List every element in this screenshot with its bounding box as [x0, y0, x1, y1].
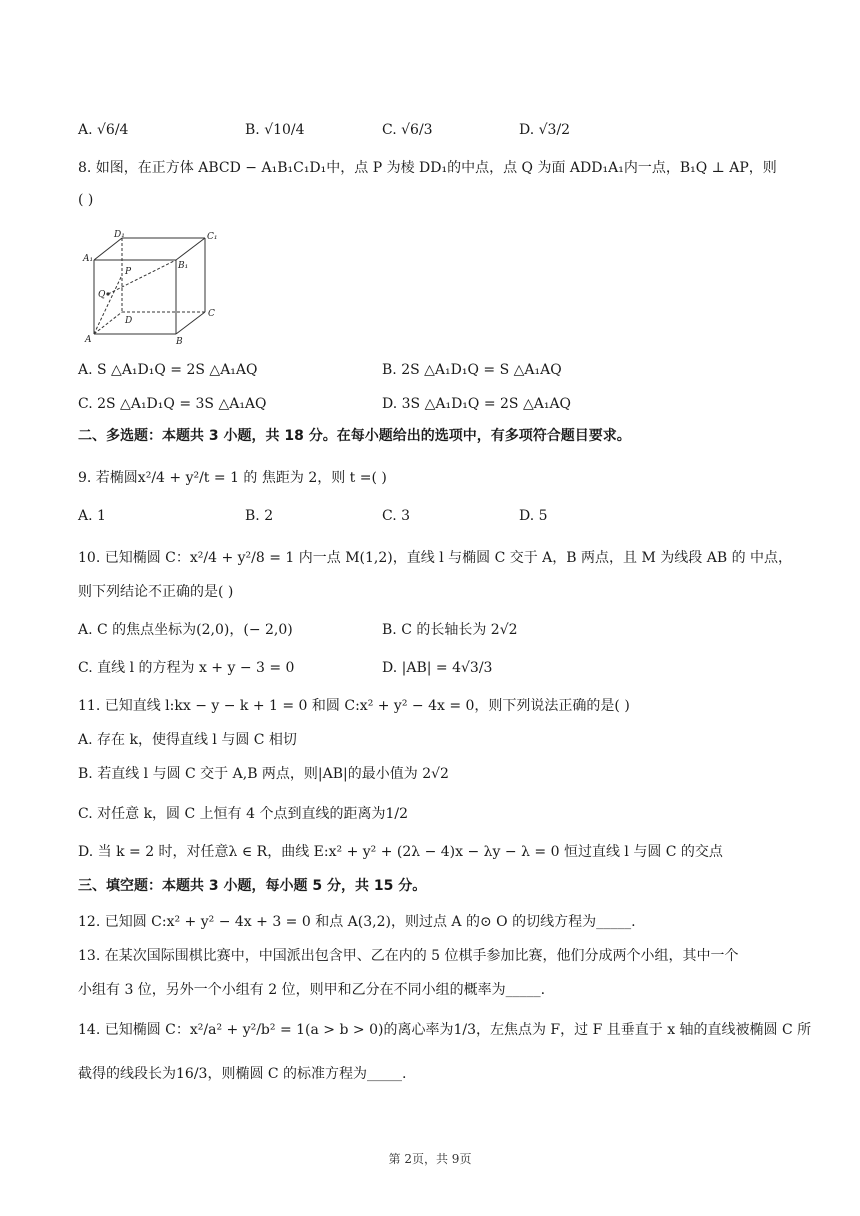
q13-stem-line2: 小组有 3 位，另外一个小组有 2 位，则甲和乙分在不同小组的概率为_____. — [78, 982, 546, 998]
edge-ad-hidden — [94, 312, 122, 334]
q11-option-c: C. 对任意 k，圆 C 上恒有 4 个点到直线的距离为1/2 — [78, 806, 408, 822]
q8-option-c: C. 2S △A₁D₁Q = 3S △A₁AQ — [78, 396, 267, 412]
q9-option-b: B. 2 — [245, 508, 274, 524]
label-q: Q — [98, 290, 106, 300]
q9-option-a: A. 1 — [78, 508, 106, 524]
q12-stem: 12. 已知圆 C:x² + y² − 4x + 3 = 0 和点 A(3,2)，则过点 A 的⊙ O 的切线方程为_____. — [78, 914, 636, 930]
label-c1: C₁ — [207, 232, 218, 242]
segment-qb1 — [108, 260, 176, 294]
q8-stem-line2: ( ) — [78, 192, 94, 208]
label-d: D — [125, 316, 133, 326]
section-fill-in-heading: 三、填空题：本题共 3 小题，每小题 5 分，共 15 分。 — [78, 878, 427, 894]
q8-option-d: D. 3S △A₁D₁Q = 2S △A₁AQ — [382, 396, 572, 412]
q7-option-a: A. √6/4 — [78, 122, 129, 138]
q8-stem-line1: 8. 如图，在正方体 ABCD − A₁B₁C₁D₁中，点 P 为棱 DD₁的中点，点 Q 为面 ADD₁A₁内一点，B₁Q ⊥ AP，则 — [78, 160, 777, 176]
q14-stem-line1: 14. 已知椭圆 C：x²/a² + y²/b² = 1(a > b > 0)的离心率为1/3，左焦点为 F，过 F 且垂直于 x 轴的直线被椭圆 C 所 — [78, 1022, 812, 1038]
label-a1: A₁ — [83, 254, 94, 264]
q7-option-d: D. √3/2 — [519, 122, 571, 138]
label-a: A — [85, 335, 92, 345]
label-b: B — [176, 337, 183, 346]
q7-option-b: B. √10/4 — [245, 122, 305, 138]
section-multi-choice-heading: 二、多选题：本题共 3 小题，共 18 分。在每小题给出的选项中，有多项符合题目要求。 — [78, 428, 631, 444]
q11-option-b: B. 若直线 l 与圆 C 交于 A,B 两点，则|AB|的最小值为 2√2 — [78, 766, 449, 782]
cube-figure — [80, 228, 230, 346]
q11-option-a: A. 存在 k，使得直线 l 与圆 C 相切 — [78, 732, 297, 748]
q10-option-a: A. C 的焦点坐标为(2,0)，(− 2,0) — [78, 622, 293, 638]
q9-option-c: C. 3 — [382, 508, 411, 524]
q10-option-b: B. C 的长轴长为 2√2 — [382, 622, 518, 638]
q11-option-d: D. 当 k = 2 时，对任意λ ∈ R，曲线 E:x² + y² + (2λ − 4)x − λy − λ = 0 恒过直线 l 与圆 C 的交点 — [78, 844, 723, 860]
label-c: C — [208, 309, 215, 319]
edge-b1c1 — [176, 238, 205, 260]
q10-option-c: C. 直线 l 的方程为 x + y − 3 = 0 — [78, 660, 295, 676]
label-p: P — [125, 267, 132, 277]
q10-option-d: D. |AB| = 4√3/3 — [382, 660, 493, 676]
q9-option-d: D. 5 — [519, 508, 548, 524]
q8-option-a: A. S △A₁D₁Q = 2S △A₁AQ — [78, 362, 258, 378]
label-d1: D₁ — [114, 230, 125, 240]
q10-stem-line2: 则下列结论不正确的是( ) — [78, 584, 234, 600]
q9-stem: 9. 若椭圆x²/4 + y²/t = 1 的 焦距为 2，则 t =( ) — [78, 470, 387, 486]
page-number-footer: 第 2页，共 9页 — [388, 1152, 472, 1166]
edge-a1d1 — [94, 238, 122, 260]
label-b1: B₁ — [178, 261, 189, 271]
q11-stem: 11. 已知直线 l:kx − y − k + 1 = 0 和圆 C:x² + y² − 4x = 0，则下列说法正确的是( ) — [78, 698, 630, 714]
q7-option-c: C. √6/3 — [382, 122, 433, 138]
q8-option-b: B. 2S △A₁D₁Q = S △A₁AQ — [382, 362, 562, 378]
q13-stem-line1: 13. 在某次国际围棋比赛中，中国派出包含甲、乙在内的 5 位棋手参加比赛，他们分成两个小组，其中一个 — [78, 948, 739, 964]
q10-stem-line1: 10. 已知椭圆 C：x²/4 + y²/8 = 1 内一点 M(1,2)，直线 l 与椭圆 C 交于 A，B 两点，且 M 为线段 AB 的 中点， — [78, 550, 793, 566]
q14-stem-line2: 截得的线段长为16/3，则椭圆 C 的标准方程为_____. — [78, 1066, 407, 1082]
edge-bc — [176, 312, 205, 334]
segment-ap — [94, 275, 122, 334]
point-q — [106, 292, 109, 295]
